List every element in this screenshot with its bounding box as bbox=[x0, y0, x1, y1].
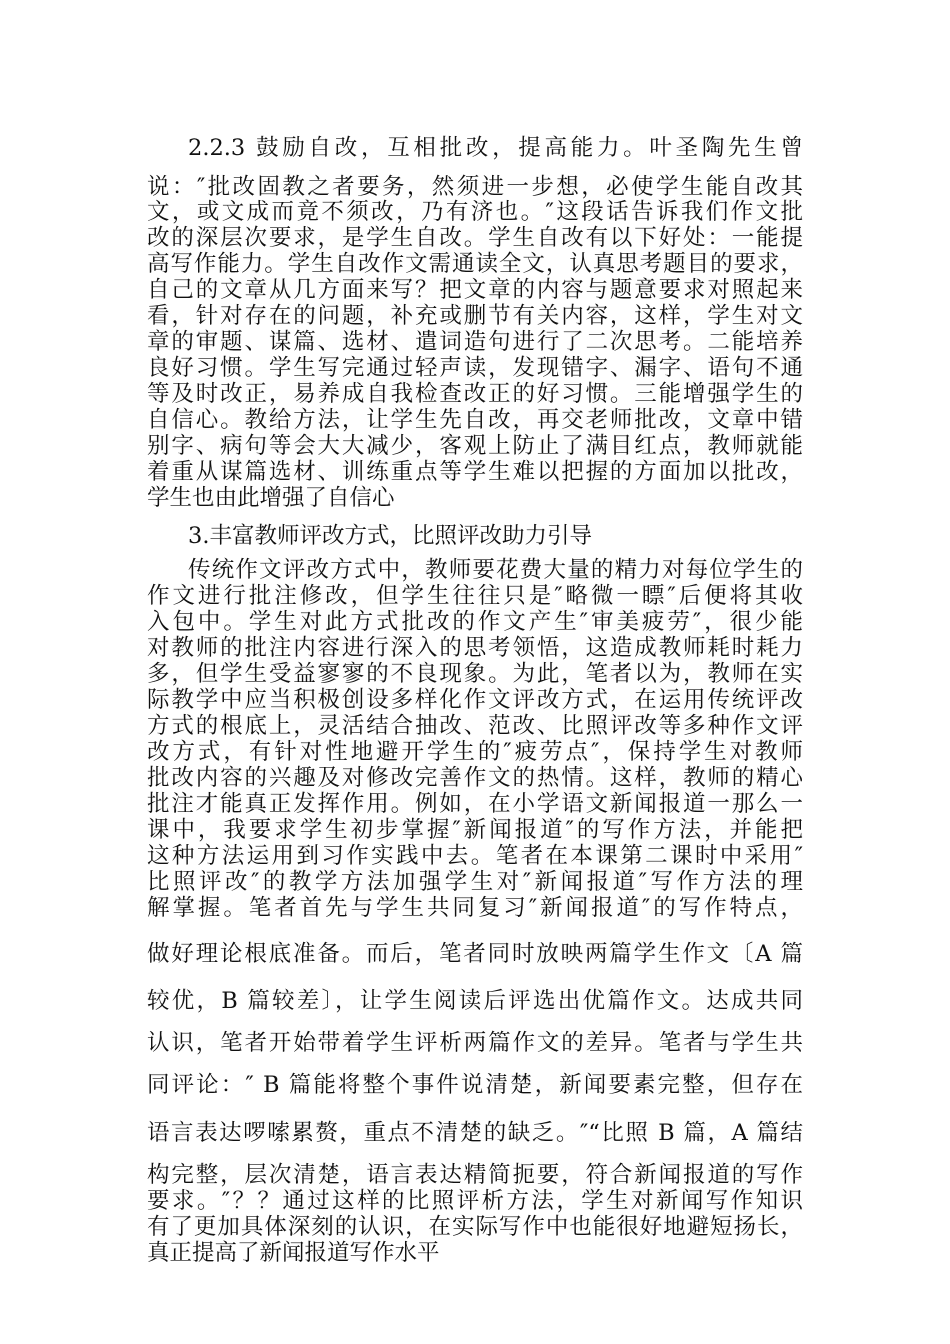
paragraph-line: 看，针对存在的问题，补充或删节有关内容，这样，学生对文 bbox=[147, 303, 803, 329]
paragraph-line: 做好理论根底准备。而后，笔者同时放映两篇学生作文〔A 篇 bbox=[147, 941, 803, 967]
paragraph-line: 际教学中应当积极创设多样化作文评改方式，在运用传统评改 bbox=[147, 687, 803, 713]
paragraph-line: 课中，我要求学生初步掌握″新闻报道″的写作方法，并能把 bbox=[147, 817, 803, 843]
paragraph-line: 较优，B 篇较差〕，让学生阅读后评选出优篇作文。达成共同 bbox=[147, 988, 803, 1014]
paragraph-line: 入包中。学生对此方式批改的作文产生″审美疲劳″，很少能 bbox=[147, 609, 803, 635]
paragraph-line: 批注才能真正发挥作用。例如，在小学语文新闻报道一那么一 bbox=[147, 791, 803, 817]
section-heading: 3.丰富教师评改方式，比照评改助力引导 bbox=[188, 523, 592, 549]
paragraph-line: 认识，笔者开始带着学生评析两篇作文的差异。笔者与学生共 bbox=[147, 1030, 803, 1056]
paragraph-line: 说：″批改固教之者要务，然须进一步想，必使学生能自改其 bbox=[147, 174, 803, 200]
paragraph-line: 对教师的批注内容进行深入的思考领悟，这造成教师耗时耗力 bbox=[147, 635, 803, 661]
paragraph-line: 改的深层次要求，是学生自改。学生自改有以下好处：一能提 bbox=[147, 225, 803, 251]
paragraph-line: 传统作文评改方式中，教师要花费大量的精力对每位学生的 bbox=[188, 557, 803, 583]
paragraph-line: 改方式，有针对性地避开学生的″疲劳点″，保持学生对教师 bbox=[147, 739, 803, 765]
paragraph-line: 学生也由此增强了自信心 bbox=[147, 485, 395, 511]
paragraph-line: 这种方法运用到习作实践中去。笔者在本课第二课时中采用″ bbox=[147, 843, 803, 869]
paragraph-line: 文，或文成而竟不须改，乃有济也。″这段话告诉我们作文批 bbox=[147, 199, 803, 225]
paragraph-line: 作文进行批注修改，但学生往往只是″略微一瞟″后便将其收 bbox=[147, 583, 803, 609]
paragraph-line: 有了更加具体深刻的认识，在实际写作中也能很好地避短扬长， bbox=[147, 1214, 803, 1240]
paragraph-line: 解掌握。笔者首先与学生共同复习″新闻报道″的写作特点， bbox=[147, 895, 803, 921]
paragraph-line: 方式的根底上，灵活结合抽改、范改、比照评改等多种作文评 bbox=[147, 713, 803, 739]
paragraph-line: 高写作能力。学生自改作文需通读全文，认真思考题目的要求， bbox=[147, 251, 803, 277]
paragraph-line: 别字、病句等会大大减少，客观上防止了满目红点，教师就能 bbox=[147, 433, 803, 459]
paragraph-line: 多，但学生受益寥寥的不良现象。为此，笔者以为，教师在实 bbox=[147, 661, 803, 687]
paragraph-line: 真正提高了新闻报道写作水平 bbox=[147, 1240, 440, 1266]
paragraph-line: 批改内容的兴趣及对修改完善作文的热情。这样，教师的精心 bbox=[147, 765, 803, 791]
paragraph-line: 自信心。教给方法，让学生先自改，再交老师批改，文章中错 bbox=[147, 407, 803, 433]
paragraph-line: 同评论：″ B 篇能将整个事件说清楚，新闻要素完整，但存在 bbox=[147, 1072, 803, 1098]
paragraph-line: 良好习惯。学生写完通过轻声读，发现错字、漏字、语句不通 bbox=[147, 355, 803, 381]
paragraph-line: 2.2.3 鼓励自改，互相批改，提高能力。叶圣陶先生曾 bbox=[188, 135, 803, 161]
paragraph-line: 等及时改正，易养成自我检查改正的好习惯。三能增强学生的 bbox=[147, 381, 803, 407]
paragraph-line: 章的审题、谋篇、选材、遣词造句进行了二次思考。二能培养 bbox=[147, 329, 803, 355]
paragraph-line: 语言表达啰嗦累赘，重点不清楚的缺乏。″“比照 B 篇，A 篇结 bbox=[147, 1120, 803, 1146]
paragraph-line: 比照评改″的教学方法加强学生对″新闻报道″写作方法的理 bbox=[147, 869, 803, 895]
paragraph-line: 着重从谋篇选材、训练重点等学生难以把握的方面加以批改， bbox=[147, 459, 803, 485]
paragraph-line: 自己的文章从几方面来写？把文章的内容与题意要求对照起来 bbox=[147, 277, 803, 303]
paragraph-line: 要求。″？？通过这样的比照评析方法，学生对新闻写作知识 bbox=[147, 1188, 803, 1214]
paragraph-line: 构完整，层次清楚，语言表达精简扼要，符合新闻报道的写作 bbox=[147, 1162, 803, 1188]
